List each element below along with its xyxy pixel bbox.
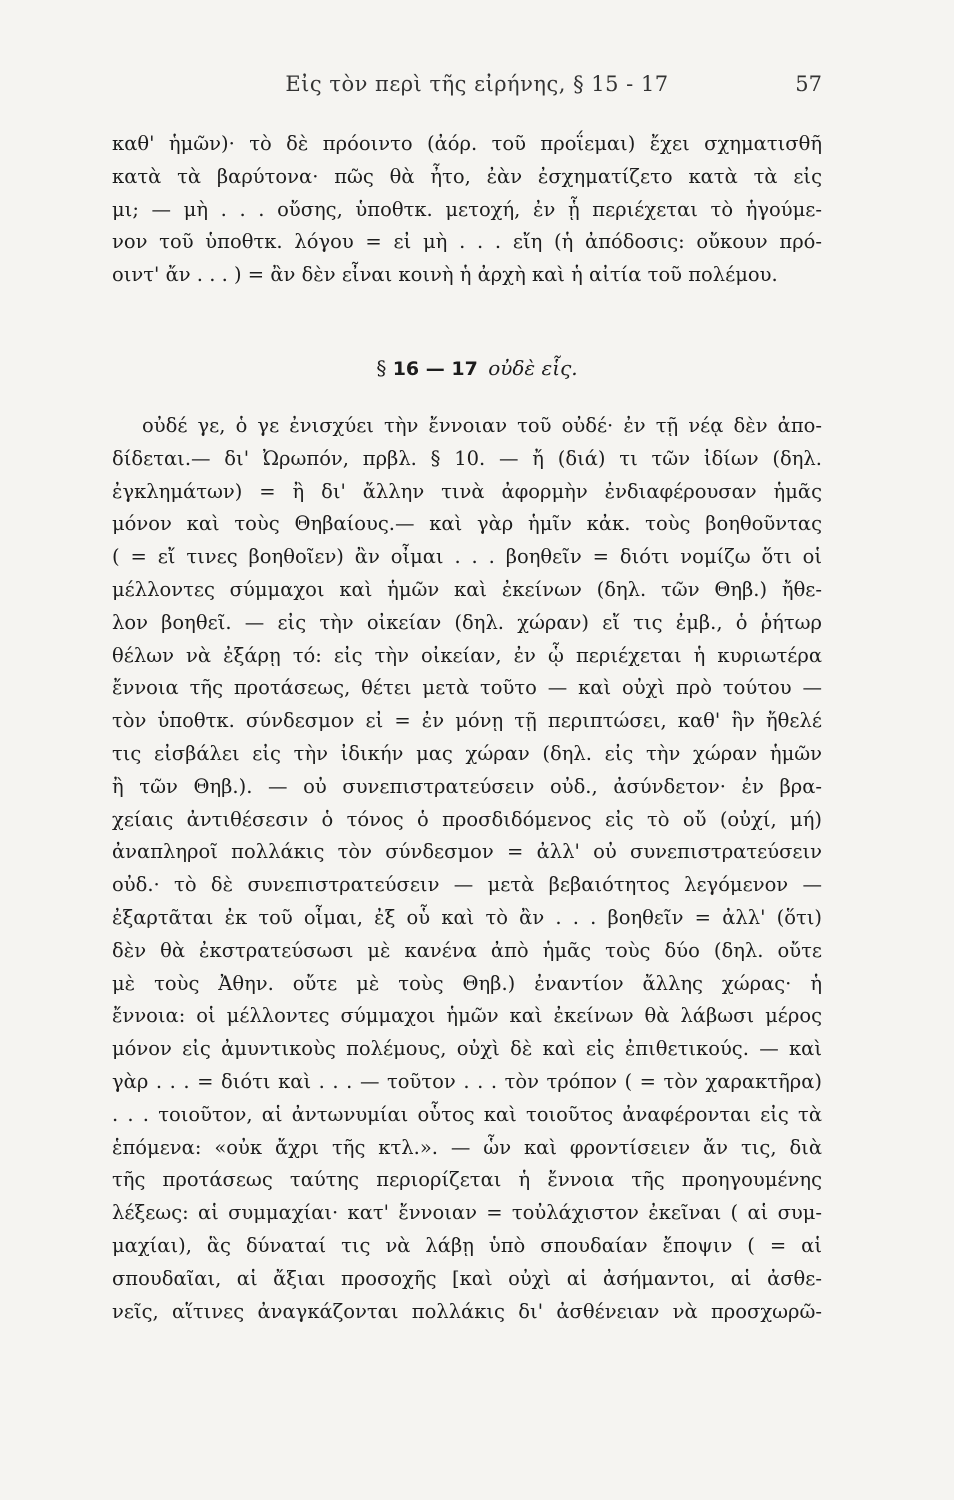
- text-line: ( = εἴ τινες βοηθοῖεν) ἂν οἶμαι . . . βοηθεῖν = διότι νομίζω ὅτι οἱ: [112, 545, 822, 569]
- text-line: οὐδ.· τὸ δὲ συνεπιστρατεύσειν — μετὰ βεβαιότητος λεγόμενον —: [112, 873, 822, 897]
- text-line: μι; — μὴ . . . οὔσης, ὑποθτκ. μετοχή, ἐν ᾗ περιέχεται τὸ ἡγούμε-: [112, 197, 822, 221]
- text-line: νον τοῦ ὑποθτκ. λόγου = εἰ μὴ . . . εἴη (ἡ ἀπόδοσις: οὔκουν πρό-: [112, 230, 822, 254]
- section-heading: [0, 353, 954, 383]
- text-line: τῆς προτάσεως ταύτης περιορίζεται ἡ ἔννοια τῆς προηγουμένης: [112, 1168, 822, 1192]
- text-line: μέλλοντες σύμμαχοι καὶ ἡμῶν καὶ ἐκείνων (δηλ. τῶν Θηβ.) ἤθε-: [112, 577, 822, 601]
- text-line: ἢ τῶν Θηβ.). — οὐ συνεπιστρατεύσειν οὐδ., ἀσύνδετον· ἐν βρα-: [112, 774, 822, 798]
- text-line: λέξεως: αἱ συμμαχίαι· κατ' ἔννοιαν = τοὐλάχιστον ἐκεῖναι ( αἱ συμ-: [112, 1201, 822, 1225]
- text-line: οὐδέ γε, ὁ γε ἐνισχύει τὴν ἔννοιαν τοῦ οὐδέ· ἐν τῇ νέᾳ δὲν ἀπο-: [142, 414, 822, 437]
- text-line: γὰρ . . . = διότι καὶ . . . — τοῦτον . . . τὸν τρόπον ( = τὸν χαρακτῆρα): [112, 1069, 822, 1093]
- text-line: ἀναπληροῖ πολλάκις τὸν σύνδεσμον = ἀλλ' οὐ συνεπιστρατεύσειν: [112, 840, 822, 864]
- text-line: μαχίαι), ἃς δύναταί τις νὰ λάβῃ ὑπὸ σπουδαίαν ἔποψιν ( = αἱ: [112, 1233, 822, 1257]
- text-line: οιντ' ἄν . . . ) = ἂν δὲν εἶναι κοινὴ ἡ ἀρχὴ καὶ ἡ αἰτία τοῦ πολέμου.: [112, 263, 778, 287]
- text-line: δίδεται.— δι' Ὠρωπόν, πρβλ. § 10. — ἤ (διά) τι τῶν ἰδίων (δηλ.: [112, 446, 822, 470]
- text-line: καθ' ἡμῶν)· τὸ δὲ πρόοιντο (ἀόρ. τοῦ προΐεμαι) ἔχει σχηματισθῆ: [112, 132, 822, 155]
- text-line: . . . τοιοῦτον, αἱ ἀντωνυμίαι οὗτος καὶ τοιοῦτος ἀναφέρονται εἰς τὰ: [112, 1102, 822, 1126]
- running-head: [0, 72, 954, 102]
- section-lemma: οὐδὲ εἷς.: [488, 356, 578, 380]
- text-line: λον βοηθεῖ. — εἰς τὴν οἰκείαν (δηλ. χώραν) εἴ τις ἐμβ., ὁ ῥήτωρ: [112, 610, 822, 634]
- page-number: 57: [795, 72, 822, 96]
- running-title: Εἰς τὸν περὶ τῆς εἰρήνης, § 15 - 17: [285, 72, 669, 96]
- text-line: μόνον καὶ τοὺς Θηβαίους.— καὶ γὰρ ἡμῖν κἀκ. τοὺς βοηθοῦντας: [112, 512, 822, 536]
- text-line: μόνον εἰς ἀμυντικοὺς πολέμους, οὐχὶ δὲ καὶ εἰς ἐπιθετικούς. — καὶ: [112, 1037, 822, 1061]
- text-line: χείαις ἀντιθέσεσιν ὁ τόνος ὁ προσδιδόμενος εἰς τὸ οὔ (οὐχί, μή): [112, 807, 822, 831]
- text-line: ἔννοια: οἱ μέλλοντες σύμμαχοι ἡμῶν καὶ ἐκείνων θὰ λάβωσι μέρος: [112, 1004, 822, 1028]
- section-symbol: §: [376, 356, 387, 380]
- text-line: ἑπόμενα: «οὐκ ἄχρι τῆς κτλ.». — ὧν καὶ φροντίσειεν ἄν τις, διὰ: [112, 1135, 822, 1159]
- text-line: μὲ τοὺς Ἀθην. οὔτε μὲ τοὺς Θηβ.) ἐναντίον ἄλλης χώρας· ἡ: [112, 971, 822, 995]
- paragraph-commentary-15: [112, 128, 822, 292]
- text-line: κατὰ τὰ βαρύτονα· πῶς θὰ ἦτο, ἐὰν ἐσχηματίζετο κατὰ τὰ εἰς: [112, 164, 822, 188]
- text-line: δὲν θὰ ἐκστρατεύσωσι μὲ κανένα ἀπὸ ἡμᾶς τοὺς δύο (δηλ. οὔτε: [112, 938, 822, 962]
- text-line: σπουδαῖαι, αἱ ἄξιαι προσοχῆς [καὶ οὐχὶ αἱ ἀσήμαντοι, αἱ ἀσθε-: [112, 1266, 822, 1290]
- text-line: νεῖς, αἵτινες ἀναγκάζονται πολλάκις δι' ἀσθένειαν νὰ προσχωρῶ-: [112, 1299, 822, 1323]
- text-line: τὸν ὑποθτκ. σύνδεσμον εἰ = ἐν μόνῃ τῇ περιπτώσει, καθ' ἣν ἤθελέ: [112, 709, 822, 733]
- text-line: ἔννοια τῆς προτάσεως, θέτει μετὰ τοῦτο — καὶ οὐχὶ πρὸ τούτου —: [112, 676, 822, 700]
- text-line: τις εἰσβάλει εἰς τὴν ἰδικήν μας χώραν (δηλ. εἰς τὴν χώραν ἡμῶν: [112, 741, 822, 765]
- text-line: ἐγκλημάτων) = ἢ δι' ἄλλην τινὰ ἀφορμὴν ἐνδιαφέρουσαν ἡμᾶς: [112, 479, 822, 503]
- paragraph-commentary-16-17: [112, 410, 822, 1328]
- text-line: θέλων νὰ ἐξάρῃ τό: εἰς τὴν οἰκείαν, ἐν ᾧ περιέχεται ἡ κυριωτέρα: [112, 643, 822, 667]
- text-line: ἐξαρτᾶται ἐκ τοῦ οἶμαι, ἐξ οὗ καὶ τὸ ἂν . . . βοηθεῖν = ἀλλ' (ὅτι): [112, 905, 822, 929]
- section-number: 16 — 17: [392, 358, 478, 380]
